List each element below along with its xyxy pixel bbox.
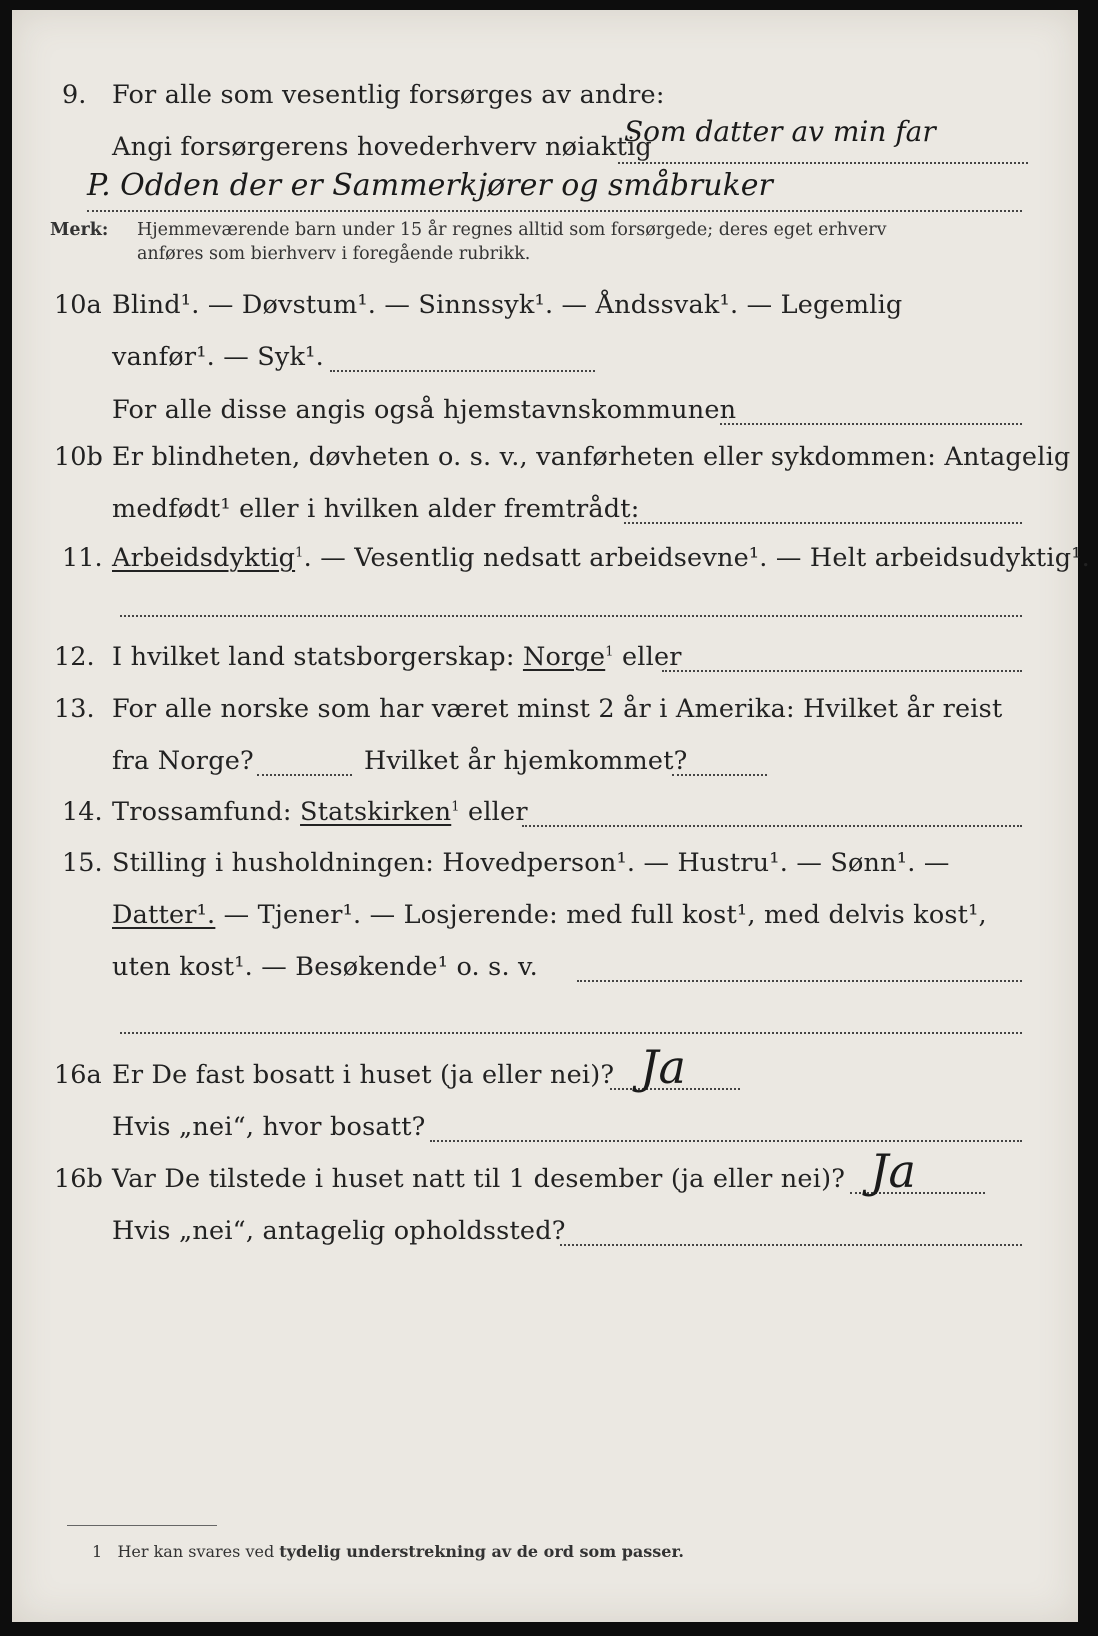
q11-underlined-option: Arbeidsdyktig <box>112 543 296 573</box>
q14-underlined-option: Statskirken <box>300 797 452 827</box>
q9-line2: Angi forsørgerens hovederhverv nøiaktig <box>112 132 652 162</box>
q10b-answer-line <box>624 522 1022 524</box>
q11-number: 11. <box>62 543 103 573</box>
q15-line2-rest: — Tjener¹. — Losjerende: med full kost¹, med delvis kost¹, <box>215 900 987 930</box>
q15-line1: Stilling i husholdningen: Hovedperson¹. — Hustru¹. — Sønn¹. — <box>112 848 950 878</box>
q12-number: 12. <box>54 642 95 672</box>
q12-underlined-option: Norge <box>522 642 606 672</box>
q10a-line3: For alle disse angis også hjemstavnskommunen <box>112 395 737 425</box>
q10b-line2: medfødt¹ eller i hvilken alder fremtrådt: <box>112 494 640 524</box>
footnote-mark: 1 <box>92 1542 103 1561</box>
q9-handwritten-answer2: P. Odden der er Sammerkjører og småbruker <box>87 168 773 203</box>
q12-text: I hvilket land statsborgerskap: <box>112 642 515 672</box>
q11-answer-line <box>120 615 1022 617</box>
q15-line3: uten kost¹. — Besøkende¹ o. s. v. <box>112 952 538 982</box>
q10a-line2: vanfør¹. — Syk¹. <box>112 342 324 372</box>
merk-line1: Hjemmeværende barn under 15 år regnes alltid som forsørgede; deres eget erhverv <box>137 220 887 240</box>
q15-line2 <box>112 900 987 930</box>
q13-number: 13. <box>54 694 95 724</box>
q16b-number: 16b <box>54 1164 103 1194</box>
q10a-line1: Blind¹. — Døvstum¹. — Sinnssyk¹. — Åndssvak¹. — Legemlig <box>112 290 903 320</box>
footnote <box>92 1542 684 1561</box>
q15-underlined-option: Datter¹. <box>112 900 216 930</box>
q14-text: Trossamfund: <box>112 797 292 827</box>
q9-answer-line1 <box>618 162 1028 164</box>
q16a-line2: Hvis „nei“, hvor bosatt? <box>112 1112 426 1142</box>
q13-year-returned-line <box>672 774 767 776</box>
q9-answer-line2 <box>87 210 1022 212</box>
q10b-number: 10b <box>54 442 103 472</box>
q16b-handwritten-answer: Ja <box>870 1144 916 1198</box>
q9-line1: For alle som vesentlig forsørges av andre: <box>112 80 665 110</box>
q12-rest: eller <box>613 642 682 672</box>
q16a-handwritten-answer: Ja <box>640 1040 686 1094</box>
q16a-number: 16a <box>54 1060 102 1090</box>
q15-number: 15. <box>62 848 103 878</box>
census-form-page <box>12 10 1090 1622</box>
q13-line2b: Hvilket år hjemkommet? <box>364 746 688 776</box>
merk-label: Merk: <box>50 220 109 240</box>
footnote-text2: tydelig understrekning av de ord som passer. <box>279 1542 684 1561</box>
q11-rest: . — Vesentlig nedsatt arbeidsevne¹. — Helt arbeidsudyktig¹. <box>303 543 1090 573</box>
q9-handwritten-answer1: Som datter av min far <box>624 115 936 148</box>
q11-line: Arbeidsdyktig$^1$. — Vesentlig nedsatt arbeidsevne¹. — Helt arbeidsudyktig¹. <box>112 543 1090 573</box>
q14-rest: eller <box>459 797 528 827</box>
q10a-home-municipality-line <box>720 423 1022 425</box>
q14-line: Trossamfund: Statskirken$^1$ eller <box>112 797 528 827</box>
q16b-line2: Hvis „nei“, antagelig opholdssted? <box>112 1216 566 1246</box>
merk-line2: anføres som bierhverv i foregående rubrikk. <box>137 244 531 264</box>
q12-answer-line <box>662 670 1022 672</box>
q15-answer-line2 <box>120 1032 1022 1034</box>
q13-line1: For alle norske som har været minst 2 år i Amerika: Hvilket år reist <box>112 694 1003 724</box>
q16a-residence-line <box>430 1140 1022 1142</box>
footnote-rule <box>67 1525 217 1526</box>
q16b-line1: Var De tilstede i huset natt til 1 desember (ja eller nei)? <box>112 1164 846 1194</box>
q13-line2a: fra Norge? <box>112 746 254 776</box>
q14-number: 14. <box>62 797 103 827</box>
q14-answer-line <box>522 825 1022 827</box>
q16b-whereabouts-line <box>560 1244 1022 1246</box>
footnote-text1: Her kan svares ved <box>117 1542 280 1561</box>
q10a-number: 10a <box>54 290 102 320</box>
q16a-line1: Er De fast bosatt i huset (ja eller nei)? <box>112 1060 615 1090</box>
q15-answer-line1 <box>577 980 1022 982</box>
q9-number: 9. <box>62 80 87 110</box>
q10b-line1: Er blindheten, døvheten o. s. v., vanførheten eller sykdommen: Antagelig <box>112 442 1071 472</box>
q13-year-left-line <box>257 774 352 776</box>
q12-line: I hvilket land statsborgerskap: Norge$^1$ eller <box>112 642 682 672</box>
q10a-sick-answer-line <box>330 370 595 372</box>
